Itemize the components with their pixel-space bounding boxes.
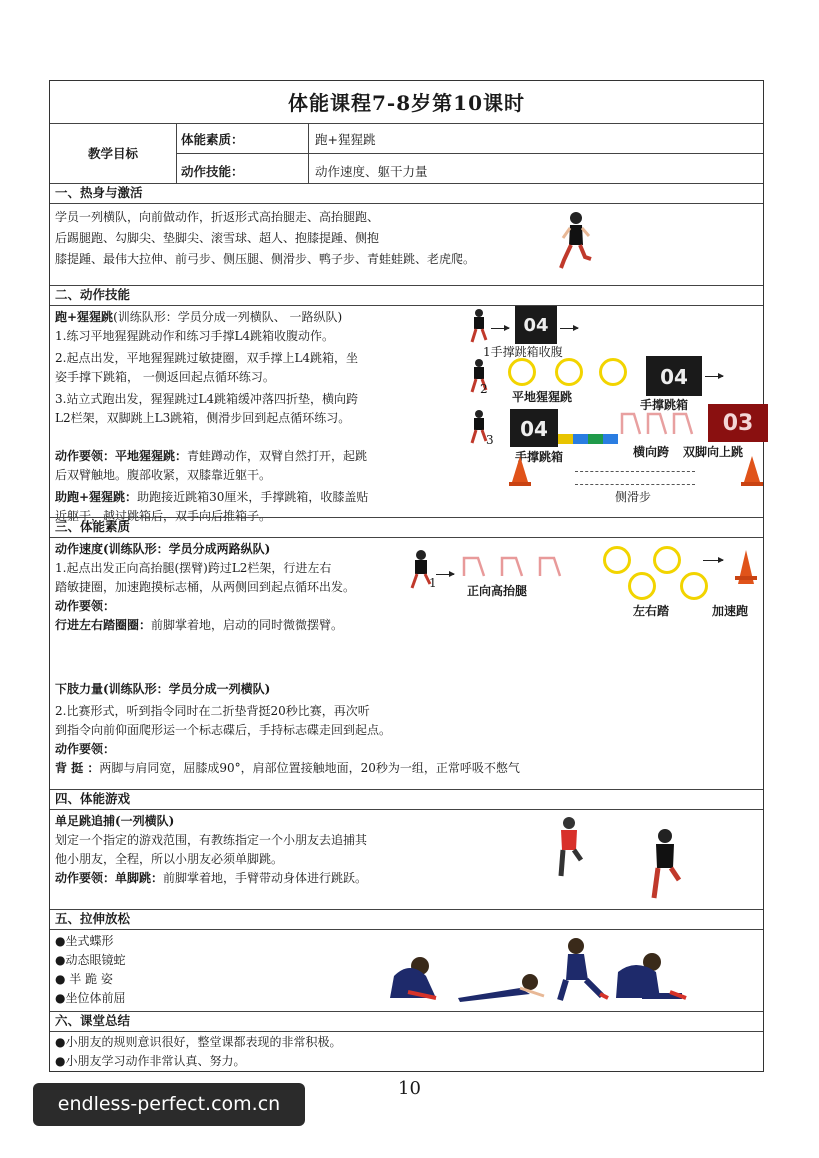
text-line: 后双臂触地。腹部收紧，双膝靠近躯干。 <box>55 468 272 482</box>
text-line: 2.起点出发，平地猩猩跳过敏捷圈，双手撑上L4跳箱，坐 <box>55 351 359 365</box>
diagram-label: 左右踏 <box>633 604 670 618</box>
goal-value-fitness: 跑+猩猩跳 <box>315 132 376 147</box>
hopping-child-image <box>552 816 586 880</box>
key-text: 前脚掌着地，启动的同时微微摆臂。 <box>151 618 344 632</box>
text-line: 到指令向前仰面爬形运一个标志碟后，手持标志碟走回到起点。 <box>55 723 392 737</box>
diagram-label: 手撑跳箱 <box>515 450 564 464</box>
diagram-label: 平地猩猩跳 <box>512 390 573 404</box>
drill-title: 动作速度(训练队形：学员分成两路纵队) <box>55 542 271 556</box>
key-label: 行进左右踏圈圈： <box>55 618 152 632</box>
drill-formation: (训练队形：学员分成一列横队、 一路纵队) <box>113 310 343 324</box>
section-game-body <box>50 809 763 909</box>
diagram-label: 双脚向上跳 <box>683 445 744 459</box>
text-line: 2.比赛形式，听到指令同时在二折垫背挺20秒比赛，再次听 <box>55 704 370 718</box>
key-text: 青蛙蹲动作，双臂自然打开，起跳 <box>187 449 368 463</box>
drill-title: 单足跳追捕(一列横队) <box>55 814 175 828</box>
section-heading: 五、拉伸放松 <box>55 911 131 926</box>
agility-ring <box>508 358 536 386</box>
lesson-plan-table <box>49 80 764 1072</box>
stretch-poses-image <box>380 936 690 1010</box>
diagram-label: 正向高抬腿 <box>467 584 528 598</box>
child-figure-icon <box>468 308 490 344</box>
section-game-header <box>50 789 763 809</box>
section-fitness-header <box>50 517 763 537</box>
folding-mat <box>558 434 618 444</box>
section-stretch-header <box>50 909 763 929</box>
jump-box-l4: 04 <box>510 409 558 447</box>
hopping-child-image <box>646 828 684 902</box>
text-line: 近躯干，越过跳箱后，双手向后推箱子。 <box>55 509 272 523</box>
section-heading: 四、体能游戏 <box>55 791 131 806</box>
key-label: 背 挺 ： <box>55 761 100 775</box>
step-number: 1 <box>429 576 437 590</box>
diagram-label: 加速跑 <box>712 604 749 618</box>
drill-title: 跑+猩猩跳 <box>55 310 114 324</box>
list-item: ●小朋友的规则意识很好，整堂课都表现的非常积极。 <box>55 1035 342 1049</box>
step-number: 2 <box>480 382 488 396</box>
side-step-path <box>575 484 695 485</box>
section-warmup-body <box>50 203 763 285</box>
agility-ring <box>555 358 583 386</box>
page-number: 10 <box>398 1078 421 1099</box>
watermark-badge: endless-perfect.com.cn <box>33 1083 305 1126</box>
jump-box-l4: 04 <box>515 306 557 344</box>
section-heading: 二、动作技能 <box>55 287 131 302</box>
step-number: 3 <box>486 433 494 447</box>
goal-key-skill: 动作技能： <box>181 164 244 179</box>
drill-title: 下肢力量(训练队形：学员分成一列横队) <box>55 682 271 696</box>
section-heading: 一、热身与激活 <box>55 185 143 200</box>
key-label: 动作要领：单脚跳： <box>55 871 164 885</box>
hurdles-icon <box>618 406 708 438</box>
cone-icon <box>738 550 754 584</box>
text-line: 膝提踵、最伟大拉伸、前弓步、侧压腿、侧滑步、鸭子步、青蛙蛙跳、老虎爬。 <box>55 252 476 266</box>
text-line: 学员一列横队，向前做动作，折返形式高抬腿走、高抬腿跑、 <box>55 210 380 224</box>
key-label: 动作要领：平地猩猩跳： <box>55 449 188 463</box>
key-text: 前脚掌着地，手臂带动身体进行跳跃。 <box>163 871 368 885</box>
text-line: 姿手撑下跳箱， 一侧返回起点循环练习。 <box>55 370 275 384</box>
goal-value-skill: 动作速度、躯干力量 <box>315 164 428 179</box>
key-text: 两脚与肩同宽，屈膝成90°，肩部位置接触地面，20秒为一组，正常呼吸不憋气 <box>99 761 520 775</box>
agility-ring <box>628 572 656 600</box>
section-skills-body <box>50 305 763 523</box>
key-label: 动作要领： <box>55 742 116 756</box>
list-item: ●动态眼镜蛇 <box>55 953 126 967</box>
agility-ring <box>599 358 627 386</box>
diagram-label: 横向跨 <box>633 445 670 459</box>
agility-ring <box>653 546 681 574</box>
jump-box-l4: 04 <box>646 356 702 396</box>
text-line: 划定一个指定的游戏范围，有教练指定一个小朋友去追捕其 <box>55 833 368 847</box>
jump-box-l3: 03 <box>708 404 768 442</box>
diagram-label: 侧滑步 <box>615 490 652 504</box>
side-step-path <box>575 471 695 472</box>
section-summary-header <box>50 1011 763 1031</box>
text-line: 3.站立式跑出发，猩猩跳过L4跳箱缓冲落四折垫，横向跨 <box>55 392 359 406</box>
text-line: 1.起点出发正向高抬腿(摆臂)跨过L2栏架，行进左右 <box>55 561 332 575</box>
section-heading: 三、体能素质 <box>55 519 131 534</box>
list-item: ●小朋友学习动作非常认真、努力。 <box>55 1054 246 1068</box>
section-summary-body <box>50 1031 763 1071</box>
section-heading: 六、课堂总结 <box>55 1013 131 1028</box>
list-item: ●坐位体前屈 <box>55 991 126 1005</box>
section-skills-header <box>50 285 763 305</box>
text-line: 后踢腿跑、勾脚尖、垫脚尖、滚雪球、超人、抱膝提踵、侧抱 <box>55 231 380 245</box>
agility-ring <box>603 546 631 574</box>
key-text: 助跑接近跳箱30厘米，手撑跳箱，收膝盖贴 <box>137 490 369 504</box>
running-child-image <box>558 210 594 272</box>
list-item: ● 半 跪 姿 <box>55 972 113 986</box>
cone-icon <box>744 456 760 482</box>
text-line: 1.练习平地猩猩跳动作和练习手撑L4跳箱收腹动作。 <box>55 329 335 343</box>
cone-icon <box>512 456 528 482</box>
section-fitness-body <box>50 537 763 789</box>
list-item: ●坐式蝶形 <box>55 934 114 948</box>
key-label: 助跑+猩猩跳： <box>55 490 138 504</box>
goal-key-fitness: 体能素质： <box>181 132 244 147</box>
section-warmup-header <box>50 183 763 203</box>
goals-label: 教学目标 <box>87 146 138 161</box>
agility-ring <box>680 572 708 600</box>
teaching-goals <box>50 123 763 183</box>
page-title: 体能课程7-8岁第10课时 <box>288 91 525 115</box>
key-label: 动作要领： <box>55 599 116 613</box>
diagram-label: 1手撑跳箱收腹 <box>483 345 563 359</box>
section-stretch-body <box>50 929 763 1011</box>
text-line: L2栏架，双脚跳上L3跳箱，侧滑步回到起点循环练习。 <box>55 411 351 425</box>
text-line: 他小朋友，全程，所以小朋友必须单脚跳。 <box>55 852 284 866</box>
diagram-label: 手撑跳箱 <box>640 398 689 412</box>
text-line: 踏敏捷圈，加速跑摸标志桶，从两侧回到起点循环出发。 <box>55 580 356 594</box>
hurdles-icon <box>460 552 570 580</box>
